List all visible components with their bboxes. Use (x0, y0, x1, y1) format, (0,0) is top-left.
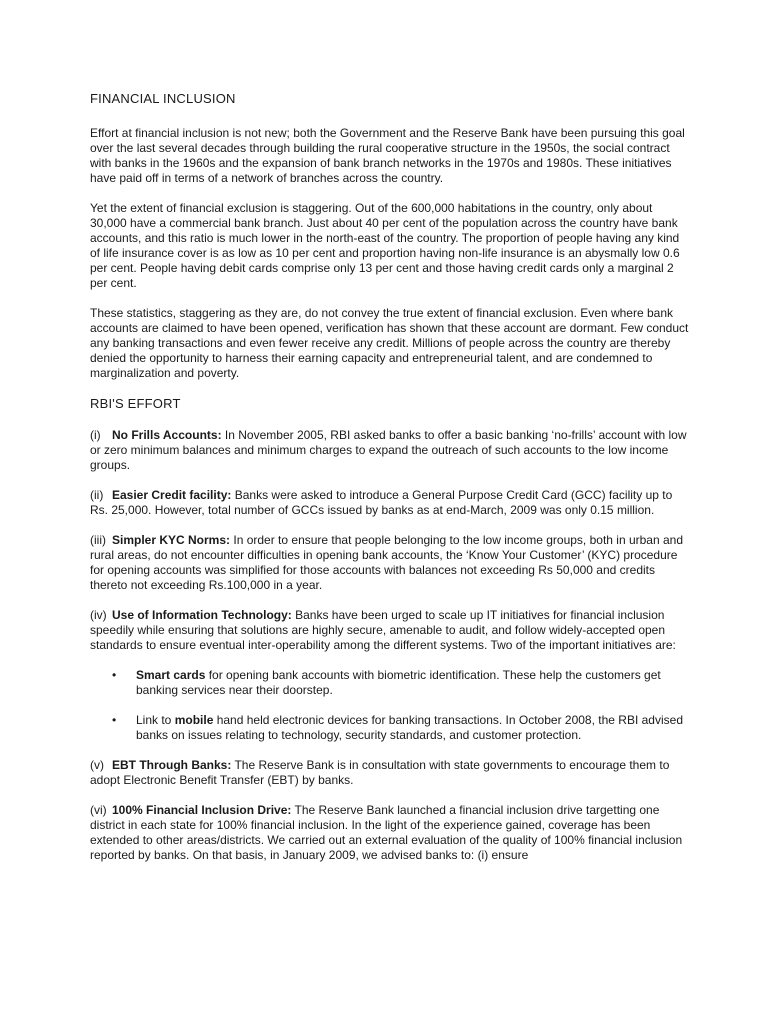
bullet-icon: • (112, 668, 117, 682)
effort-number: (vi) (90, 803, 107, 817)
effort-item-no-frills (90, 428, 690, 473)
effort-item-inclusion-drive (90, 803, 690, 863)
bullet-bold: mobile (174, 713, 214, 727)
intro-paragraph-3: These statistics, staggering as they are, do not convey the true extent of financial exclusion. Even where bank accounts are claimed to have been opened, verification has shown that these account are dormant. Few conduct any banking transactions and even fewer receive any credit. Millions of people across the country are thereby denied the opportunity to harness their earning capacity and entrepreneurial talent, and are condemned to marginalization and poverty. (90, 306, 689, 380)
effort-text: In November 2005, RBI asked banks to offer a basic banking ‘no-frills’ account with low or zero minimum balances and minimum charges to expand the outreach of such accounts to the low income groups. (90, 428, 687, 472)
bullet-bold: Smart cards (136, 668, 206, 682)
bullet-pre: Link to (136, 713, 175, 727)
effort-item-credit-facility (90, 488, 690, 518)
effort-number: (v) (90, 758, 104, 772)
effort-text: The Reserve Bank is in consultation with state governments to encourage them to adopt Electronic Benefit Transfer (EBT) by banks. (90, 758, 670, 787)
intro-paragraph-2: Yet the extent of financial exclusion is staggering. Out of the 600,000 habitations in the country, only about 30,000 have a commercial bank branch. Just about 40 per cent of the population across the country have bank accounts, and this ratio is much lower in the north-east of the country. The proportion of people having any kind of life insurance cover is as low as 10 per cent and proportion having non-life insurance is an abysmally low 0.6 per cent. People having debit cards comprise only 13 per cent and those having credit cards only a marginal 2 per cent. (90, 201, 680, 290)
intro-paragraph-1: Effort at financial inclusion is not new; both the Government and the Reserve Bank have been pursuing this goal over the last several decades through building the rural cooperative structure in the 1950s, the social contract with banks in the 1960s and the expansion of bank branch networks in the 1970s and 1980s. These initiatives have paid off in terms of a network of branches across the country. (90, 126, 685, 185)
effort-text: Banks have been urged to scale up IT initiatives for financial inclusion speedily while ensuring that solutions are highly secure, amenable to audit, and follow widely-accepted open standards to ensure eventual inter-operability among the different systems. Two of the important initiatives are: (90, 608, 676, 652)
effort-item-ebt (90, 758, 690, 788)
effort-text: Banks were asked to introduce a General Purpose Credit Card (GCC) facility up to Rs. 25,000. However, total number of GCCs issued by banks as at end-March, 2009 was only 0.15 million. (90, 488, 673, 517)
effort-number: (ii) (90, 488, 104, 502)
effort-number: (iii) (90, 533, 106, 547)
effort-text: In order to ensure that people belonging to the low income groups, both in urban and rural areas, do not encounter difficulties in opening bank accounts, the ‘Know Your Customer’ (KYC) procedure for opening accounts was simplified for those accounts with balances not exceeding Rs 50,000 and credits thereto not exceeding Rs.100,000 in a year. (90, 533, 684, 592)
document-page (90, 91, 690, 878)
effort-title: 100% Financial Inclusion Drive: (112, 803, 292, 817)
list-item-smart-cards (90, 668, 690, 698)
document-title: FINANCIAL INCLUSION (90, 91, 236, 106)
effort-title: EBT Through Banks: (112, 758, 232, 772)
effort-item-kyc-norms (90, 533, 690, 593)
effort-title: Use of Information Technology: (112, 608, 292, 622)
effort-number: (iv) (90, 608, 107, 622)
list-item-mobile (90, 713, 690, 743)
effort-text: The Reserve Bank launched a financial inclusion drive targetting one district in each state for 100% financial inclusion. In the light of the experience gained, coverage has been extended to other areas/districts. We carried out an external evaluation of the quality of 100% financial inclusion reported by banks. On that basis, in January 2009, we advised banks to: (i) ensure (90, 803, 683, 862)
effort-number: (i) (90, 428, 101, 442)
rbi-effort-heading: RBI'S EFFORT (90, 396, 181, 411)
effort-item-information-technology (90, 608, 690, 653)
effort-title: No Frills Accounts: (112, 428, 222, 442)
it-initiatives-list (90, 668, 690, 743)
bullet-post: hand held electronic devices for banking transactions. In October 2008, the RBI advised banks on issues relating to technology, security standards, and customer protection. (136, 713, 683, 742)
effort-title: Simpler KYC Norms: (112, 533, 231, 547)
bullet-post: for opening bank accounts with biometric identification. These help the customers get banking services near their doorstep. (136, 668, 661, 697)
effort-title: Easier Credit facility: (112, 488, 232, 502)
bullet-icon: • (112, 713, 117, 727)
